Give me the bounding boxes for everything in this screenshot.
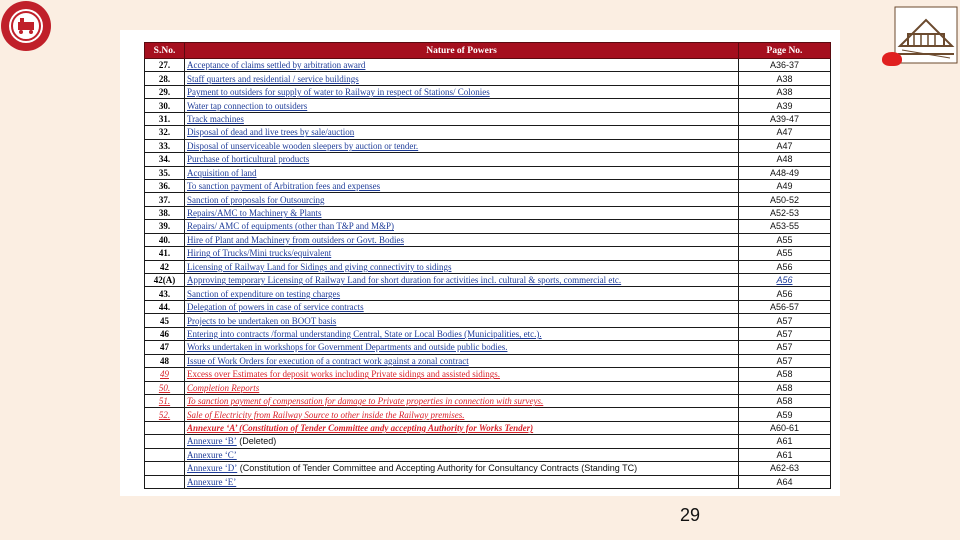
power-link-text[interactable]: Sale of Electricity from Railway Source to other inside the Railway premises. — [187, 409, 465, 420]
row-sno: 42(A) — [145, 274, 185, 287]
row-sno — [145, 448, 185, 461]
table-row — [145, 300, 831, 313]
table-row — [145, 435, 831, 448]
row-page-no: A52-53 — [739, 206, 831, 219]
row-page-no: A57 — [739, 314, 831, 327]
row-power-link[interactable] — [185, 99, 739, 112]
table-row — [145, 179, 831, 192]
row-sno: 27. — [145, 59, 185, 72]
row-sno — [145, 475, 185, 488]
table-row — [145, 475, 831, 488]
row-power-link[interactable] — [185, 59, 739, 72]
row-page-no: A59 — [739, 408, 831, 421]
row-page-no: A57 — [739, 327, 831, 340]
table-row — [145, 354, 831, 367]
table-row — [145, 112, 831, 125]
row-power-link[interactable] — [185, 314, 739, 327]
row-page-no: A38 — [739, 85, 831, 98]
row-power-link[interactable] — [185, 381, 739, 394]
header-page-no: Page No. — [739, 43, 831, 59]
row-page-no: A50-52 — [739, 193, 831, 206]
header-nature-of-powers: Nature of Powers — [185, 43, 739, 59]
power-link-text[interactable]: Delegation of powers in case of service contracts — [187, 302, 364, 313]
power-link-text[interactable]: Excess over Estimates for deposit works including Private sidings and assisted sidings. — [187, 369, 500, 380]
row-page-no: A58 — [739, 394, 831, 407]
table-row — [145, 341, 831, 354]
row-sno: 50. — [145, 381, 185, 394]
row-page-no: A62-63 — [739, 462, 831, 475]
table-row — [145, 327, 831, 340]
slide-page-number: 29 — [680, 505, 701, 525]
power-link-text[interactable]: Purchase of horticultural products — [187, 154, 310, 165]
power-link-text[interactable]: Annexure ‘B’ — [187, 436, 237, 447]
row-power-link[interactable] — [185, 247, 739, 260]
row-sno: 47 — [145, 341, 185, 354]
row-sno — [145, 421, 185, 434]
row-sno: 51. — [145, 394, 185, 407]
power-link-text[interactable]: Sanction of proposals for Outsourcing — [187, 194, 325, 205]
table-row — [145, 139, 831, 152]
power-link-text[interactable]: Annexure ‘A’ (Constitution of Tender Committee andy accepting Authority for Works Tender) — [187, 423, 534, 434]
row-sno: 28. — [145, 72, 185, 85]
row-power-link[interactable] — [185, 368, 739, 381]
row-power-link[interactable] — [185, 300, 739, 313]
row-page-no: A39-47 — [739, 112, 831, 125]
row-page-no: A36-37 — [739, 59, 831, 72]
table-row — [145, 206, 831, 219]
power-link-text[interactable]: Annexure ‘E’ — [187, 476, 237, 487]
row-sno — [145, 462, 185, 475]
power-link-text[interactable]: To sanction payment of compensation for damage to Private properties in connection with surveys. — [187, 396, 544, 407]
row-sno — [145, 435, 185, 448]
row-sno: 30. — [145, 99, 185, 112]
power-link-text[interactable]: Acceptance of claims settled by arbitration award — [187, 60, 366, 71]
row-sno: 36. — [145, 179, 185, 192]
table-row — [145, 72, 831, 85]
row-power-link[interactable] — [185, 220, 739, 233]
row-power-link[interactable] — [185, 421, 739, 434]
row-sno: 34. — [145, 153, 185, 166]
railway-building-logo-icon — [894, 6, 958, 64]
row-sno: 33. — [145, 139, 185, 152]
row-power-link[interactable] — [185, 112, 739, 125]
power-link-text[interactable]: Hiring of Trucks/Mini trucks/equivalent — [187, 248, 332, 259]
power-link-text[interactable]: To sanction payment of Arbitration fees and expenses — [187, 181, 381, 192]
row-sno: 29. — [145, 85, 185, 98]
row-page-no: A57 — [739, 341, 831, 354]
row-page-no: A55 — [739, 247, 831, 260]
row-sno: 45 — [145, 314, 185, 327]
row-power-link[interactable] — [185, 408, 739, 421]
row-power-link[interactable] — [185, 72, 739, 85]
table-row — [145, 166, 831, 179]
indian-railways-logo-icon — [0, 0, 54, 54]
row-page-no: A47 — [739, 139, 831, 152]
row-page-no: A48 — [739, 153, 831, 166]
header-sno: S.No. — [145, 43, 185, 59]
power-link-text[interactable]: Sanction of expenditure on testing charges — [187, 288, 341, 299]
annexure-note: (Constitution of Tender Committee and Accepting Authority for Consultancy Contracts (Standing TC) — [237, 463, 638, 474]
row-page-no: A56 — [739, 274, 831, 287]
row-page-no: A58 — [739, 381, 831, 394]
document-scan — [120, 30, 840, 496]
table-row — [145, 287, 831, 300]
row-page-no: A38 — [739, 72, 831, 85]
power-link-text[interactable]: Licensing of Railway Land for Sidings and giving connectivity to sidings — [187, 261, 452, 272]
row-power-link[interactable] — [185, 274, 739, 287]
row-sno: 52. — [145, 408, 185, 421]
row-sno: 35. — [145, 166, 185, 179]
power-link-text[interactable]: Water tap connection to outsiders — [187, 100, 308, 111]
table-row — [145, 99, 831, 112]
table-row — [145, 381, 831, 394]
table-row — [145, 233, 831, 246]
power-link-text[interactable]: Disposal of dead and live trees by sale/auction — [187, 127, 355, 138]
row-power-link[interactable] — [185, 475, 739, 488]
row-page-no: A48-49 — [739, 166, 831, 179]
row-sno: 41. — [145, 247, 185, 260]
row-page-no: A64 — [739, 475, 831, 488]
row-page-no: A56 — [739, 260, 831, 273]
table-row — [145, 220, 831, 233]
row-page-no: A49 — [739, 179, 831, 192]
row-power-link[interactable] — [185, 166, 739, 179]
power-link-text[interactable]: Disposal of unserviceable wooden sleepers by auction or tender. — [187, 140, 419, 151]
row-sno: 32. — [145, 126, 185, 139]
row-power-link[interactable] — [185, 354, 739, 367]
table-row — [145, 462, 831, 475]
table-row — [145, 59, 831, 72]
table-row — [145, 85, 831, 98]
row-sno: 43. — [145, 287, 185, 300]
row-sno: 31. — [145, 112, 185, 125]
row-sno: 48 — [145, 354, 185, 367]
table-row — [145, 421, 831, 434]
row-power-link[interactable] — [185, 341, 739, 354]
row-sno: 42 — [145, 260, 185, 273]
row-sno: 38. — [145, 206, 185, 219]
power-link-text[interactable]: Issue of Work Orders for execution of a contract work against a zonal contract — [187, 355, 469, 366]
table-row — [145, 448, 831, 461]
power-link-text[interactable]: Approving temporary Licensing of Railway Land for short duration for activities incl. cultural & sports, commercial etc. — [187, 275, 622, 286]
row-page-no: A47 — [739, 126, 831, 139]
table-row — [145, 247, 831, 260]
power-link-text[interactable]: Track machines — [187, 113, 244, 124]
power-link-text[interactable]: Staff quarters and residential / service buildings — [187, 73, 359, 84]
table-header-row — [145, 43, 831, 59]
row-power-link[interactable] — [185, 153, 739, 166]
row-power-link[interactable] — [185, 179, 739, 192]
row-page-no: A57 — [739, 354, 831, 367]
row-page-no: A53-55 — [739, 220, 831, 233]
row-power-link[interactable] — [185, 448, 739, 461]
table-row — [145, 314, 831, 327]
row-page-no: A56-57 — [739, 300, 831, 313]
row-sno: 37. — [145, 193, 185, 206]
table-row — [145, 274, 831, 287]
power-link-text[interactable]: Repairs/ AMC of equipments (other than T&P and M&P) — [187, 221, 394, 232]
table-row — [145, 260, 831, 273]
row-power-link[interactable] — [185, 260, 739, 273]
row-page-no: A56 — [739, 287, 831, 300]
power-link-text[interactable]: Projects to be undertaken on BOOT basis — [187, 315, 337, 326]
table-row — [145, 394, 831, 407]
power-link-text[interactable]: Completion Reports — [187, 382, 260, 393]
power-link-text[interactable]: Hire of Plant and Machinery from outsiders or Govt. Bodies — [187, 234, 404, 245]
row-power-link[interactable] — [185, 126, 739, 139]
table-row — [145, 126, 831, 139]
row-power-link[interactable] — [185, 394, 739, 407]
row-sno: 44. — [145, 300, 185, 313]
power-link-text[interactable]: Acquisition of land — [187, 167, 257, 178]
row-power-link[interactable] — [185, 85, 739, 98]
power-link-text[interactable]: Annexure ‘C’ — [187, 449, 237, 460]
row-page-no: A61 — [739, 435, 831, 448]
row-sno: 40. — [145, 233, 185, 246]
row-power-link[interactable] — [185, 193, 739, 206]
row-power-link[interactable] — [185, 233, 739, 246]
row-page-no: A60-61 — [739, 421, 831, 434]
row-page-no: A58 — [739, 368, 831, 381]
row-page-no: A39 — [739, 99, 831, 112]
row-page-no: A61 — [739, 448, 831, 461]
power-link-text[interactable]: Works undertaken in workshops for Government Departments and outside public bodies. — [187, 342, 508, 353]
power-link-text[interactable]: Repairs/AMC to Machinery & Plants — [187, 208, 322, 219]
red-stamp-mark — [882, 52, 902, 66]
row-power-link[interactable] — [185, 435, 739, 448]
row-sno: 49 — [145, 368, 185, 381]
row-power-link[interactable] — [185, 327, 739, 340]
row-power-link[interactable] — [185, 287, 739, 300]
table-row — [145, 408, 831, 421]
row-power-link[interactable] — [185, 462, 739, 475]
annexure-note: (Deleted) — [236, 436, 277, 447]
row-power-link[interactable] — [185, 139, 739, 152]
table-row — [145, 193, 831, 206]
power-link-text[interactable]: Entering into contracts /formal understanding Central, State or Local Bodies (Municipalities, etc.). — [187, 328, 542, 339]
powers-table — [144, 42, 831, 489]
table-row — [145, 153, 831, 166]
row-sno: 39. — [145, 220, 185, 233]
row-power-link[interactable] — [185, 206, 739, 219]
row-page-no: A55 — [739, 233, 831, 246]
row-sno: 46 — [145, 327, 185, 340]
table-row — [145, 368, 831, 381]
power-link-text[interactable]: Annexure ‘D’ — [187, 463, 238, 474]
power-link-text[interactable]: Payment to outsiders for supply of water to Railway in respect of Stations/ Colonies — [187, 87, 490, 98]
